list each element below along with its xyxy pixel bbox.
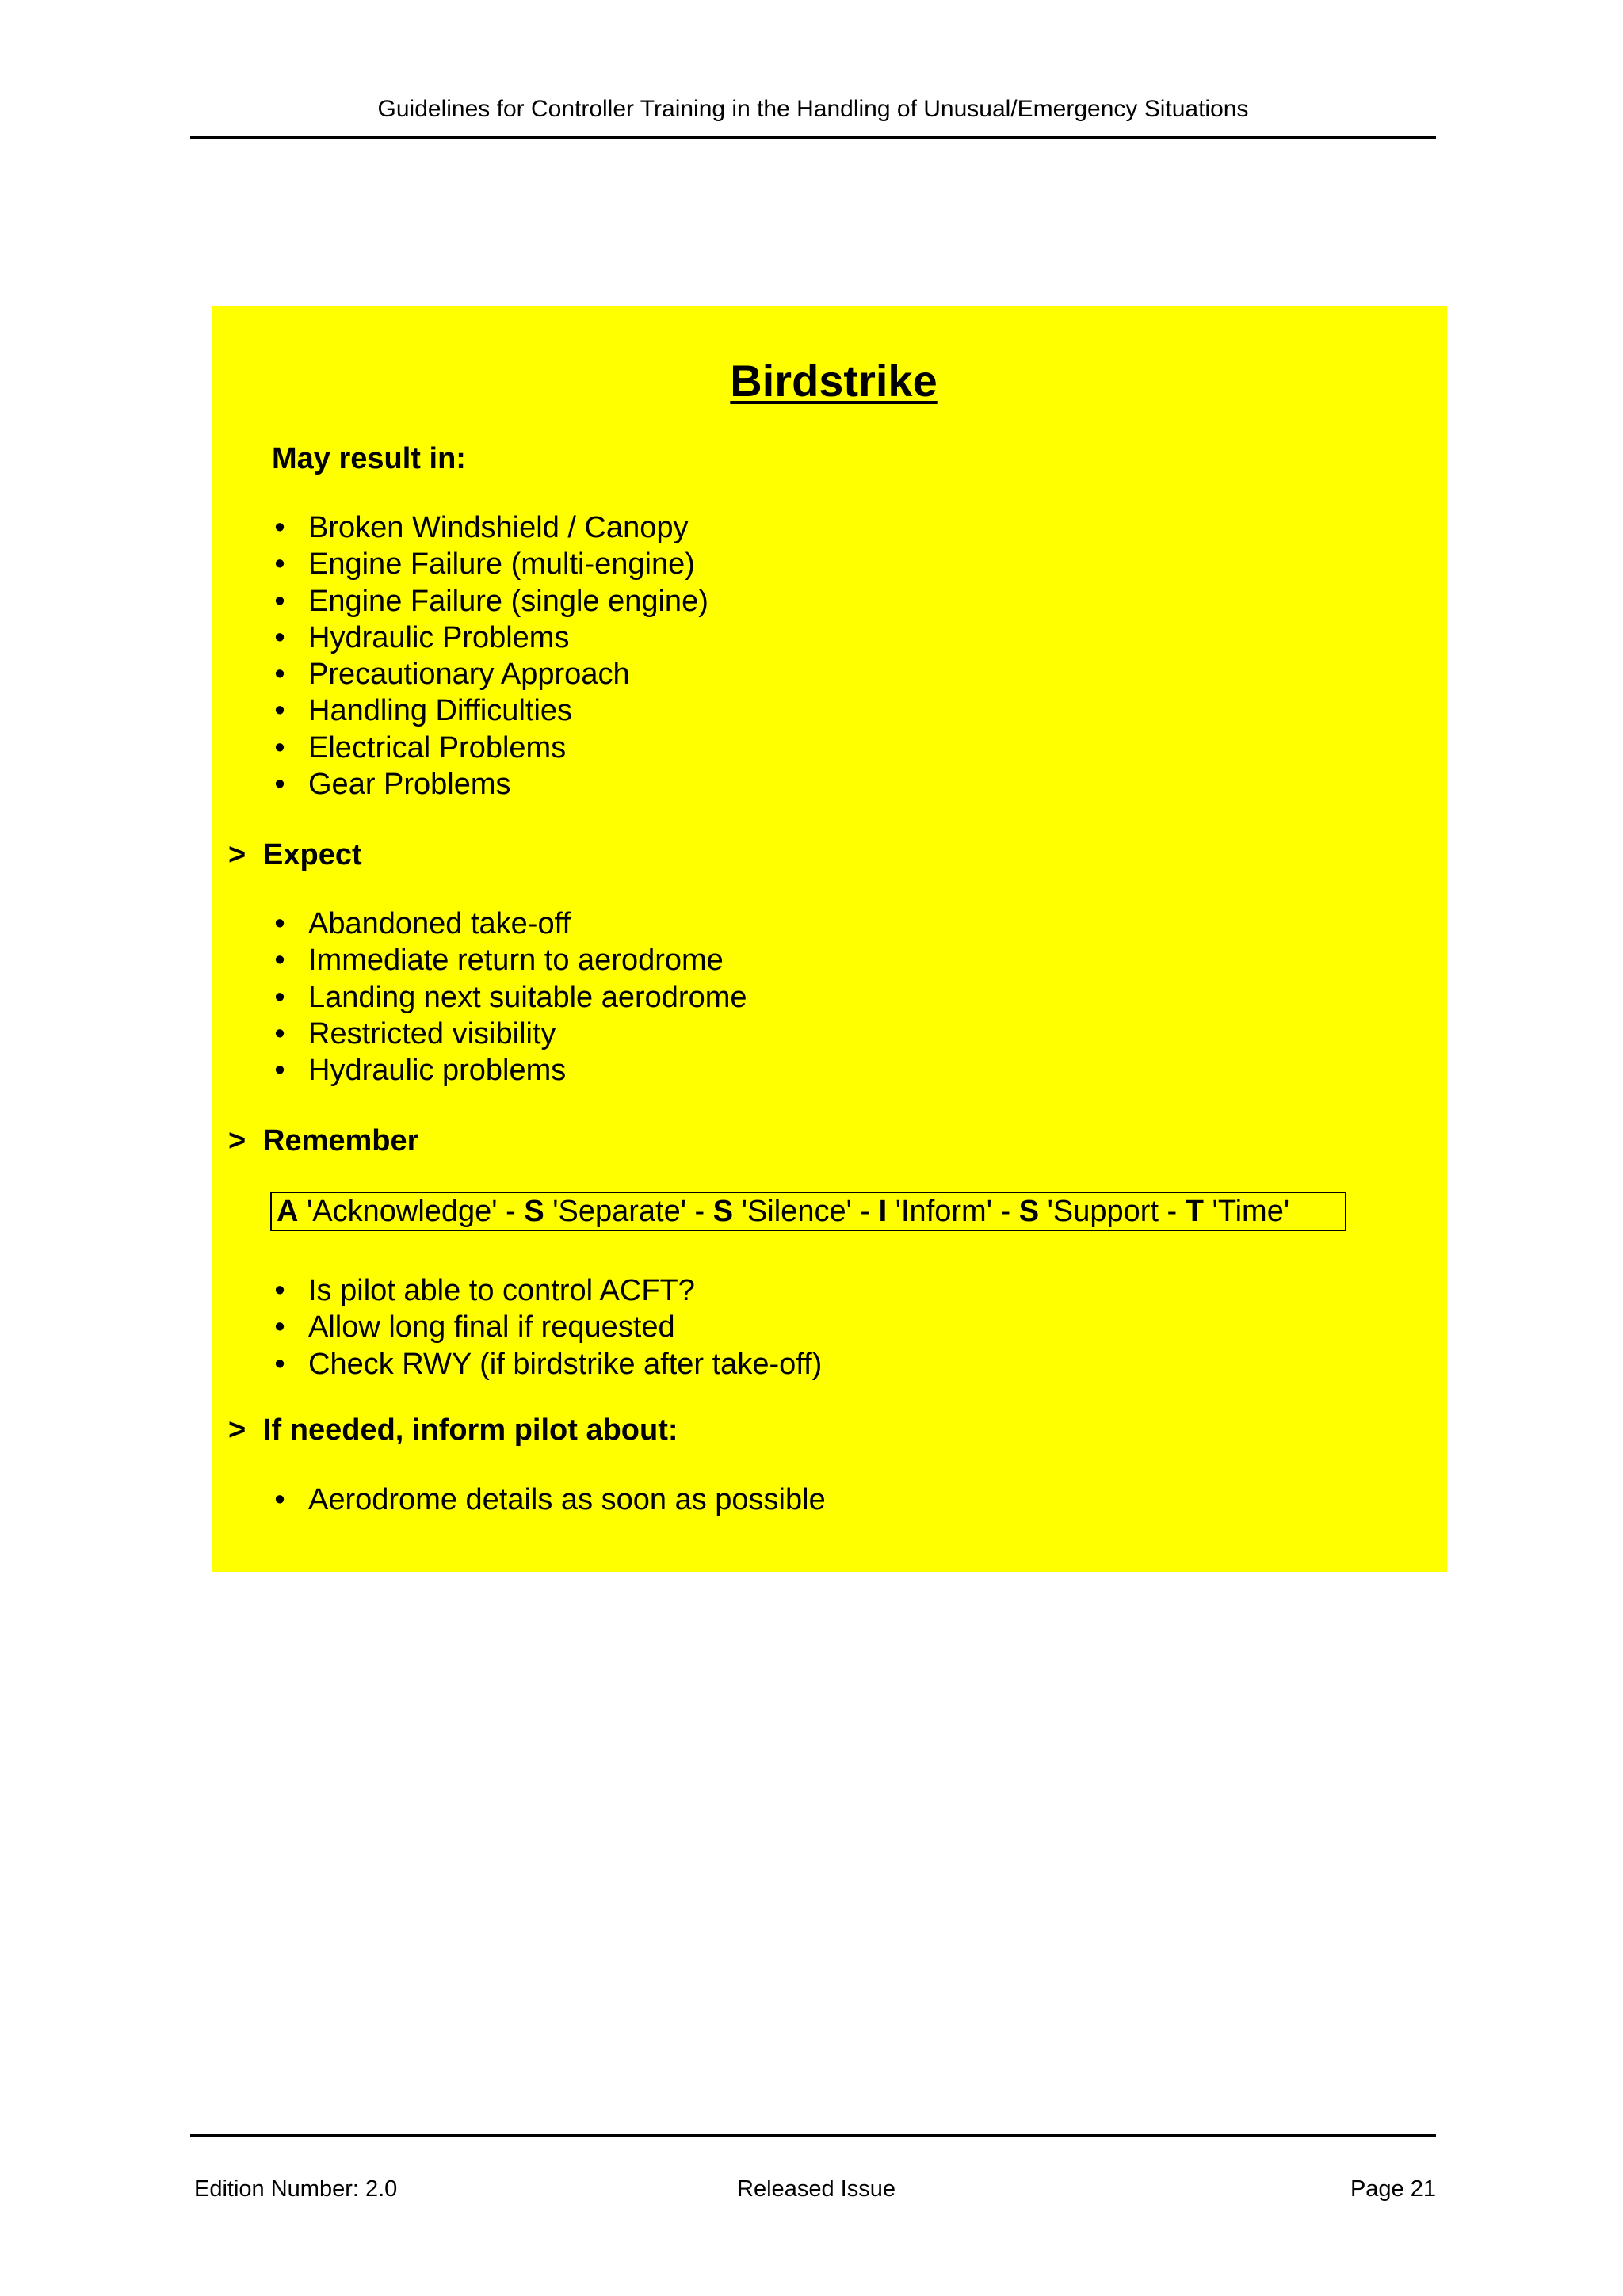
list-item: [270, 546, 708, 582]
may-result-in-heading: May result in:: [272, 442, 466, 475]
list-item: [270, 1482, 826, 1518]
list-item-text: Immediate return to aerodrome: [308, 944, 724, 978]
list-item-text: Allow long final if requested: [308, 1310, 675, 1344]
remember-heading-text: Remember: [263, 1124, 419, 1158]
list-item: [270, 656, 708, 692]
asist-letter: S: [524, 1195, 544, 1228]
inform-heading-text: If needed, inform pilot about:: [263, 1413, 678, 1447]
inform-heading: [228, 1412, 678, 1448]
asist-letter: I: [878, 1195, 888, 1228]
inform-marker: >: [228, 1413, 246, 1447]
footer-divider: [190, 2134, 1436, 2137]
birdstrike-panel: [212, 306, 1447, 1572]
asist-word: 'Acknowledge': [298, 1195, 498, 1228]
asist-letter: T: [1185, 1195, 1204, 1228]
list-item-text: Handling Difficulties: [308, 694, 573, 728]
list-item-text: Broken Windshield / Canopy: [308, 511, 689, 544]
may-result-in-list: [270, 509, 708, 803]
asist-word: 'Support: [1039, 1195, 1159, 1228]
list-item-text: Precautionary Approach: [308, 658, 630, 692]
asist-letter: A: [277, 1195, 299, 1228]
asist-letter: S: [712, 1195, 734, 1228]
list-item: [270, 1272, 822, 1309]
bullet-icon: •: [274, 730, 285, 765]
footer-edition: Edition Number: 2.0: [194, 2176, 398, 2202]
bullet-icon: •: [274, 584, 285, 618]
bullet-icon: •: [274, 1483, 285, 1516]
asist-word: 'Inform': [887, 1195, 992, 1228]
remember-heading: [228, 1123, 418, 1159]
list-item: [270, 979, 747, 1016]
list-item-text: Restricted visibility: [308, 1016, 556, 1051]
asist-separator: -: [851, 1195, 879, 1228]
list-item: [270, 942, 747, 978]
list-item: [270, 620, 708, 656]
bullet-icon: •: [274, 547, 285, 582]
bullet-icon: •: [274, 658, 285, 692]
panel-title: [212, 353, 1455, 409]
expect-list: [270, 906, 747, 1089]
list-item: [270, 1346, 822, 1383]
list-item-text: Electrical Problems: [308, 730, 567, 765]
list-item-text: Aerodrome details as soon as possible: [308, 1483, 826, 1516]
list-item-text: Hydraulic Problems: [308, 620, 570, 654]
list-item-text: Gear Problems: [308, 768, 511, 802]
asist-mnemonic-box: [270, 1192, 1346, 1231]
bullet-icon: •: [274, 1347, 285, 1381]
list-item: [270, 906, 747, 942]
list-item: [270, 1052, 747, 1089]
list-item-text: Engine Failure (single engine): [308, 584, 708, 618]
bullet-icon: •: [274, 1274, 285, 1307]
list-item: [270, 692, 708, 729]
bullet-icon: •: [274, 1016, 285, 1051]
bullet-icon: •: [274, 694, 285, 728]
list-item-text: Is pilot able to control ACFT?: [308, 1274, 695, 1307]
asist-separator: -: [991, 1195, 1019, 1228]
list-item-text: Abandoned take-off: [308, 907, 571, 940]
bullet-icon: •: [274, 511, 285, 544]
expect-heading-text: Expect: [263, 838, 362, 871]
list-item: [270, 1309, 822, 1345]
list-item-text: Landing next suitable aerodrome: [308, 980, 747, 1014]
list-item: [270, 766, 708, 803]
list-item: [270, 509, 708, 546]
footer-status: Released Issue: [737, 2176, 896, 2202]
bullet-icon: •: [274, 944, 285, 978]
bullet-icon: •: [274, 907, 285, 940]
list-item: [270, 583, 708, 620]
asist-separator: -: [686, 1195, 713, 1228]
bullet-icon: •: [274, 1054, 285, 1088]
bullet-icon: •: [274, 768, 285, 802]
asist-letter: S: [1018, 1195, 1040, 1228]
list-item: [270, 730, 708, 766]
remember-marker: >: [228, 1124, 246, 1158]
list-item-text: Hydraulic problems: [308, 1054, 567, 1088]
footer-page-number: Page 21: [1350, 2176, 1436, 2202]
header-divider: [190, 136, 1436, 139]
asist-word: 'Silence': [733, 1195, 852, 1228]
remember-list: [270, 1272, 822, 1383]
expect-marker: >: [228, 838, 246, 871]
expect-heading: [228, 837, 362, 873]
list-item-text: Engine Failure (multi-engine): [308, 547, 695, 582]
bullet-icon: •: [274, 980, 285, 1014]
panel-title-text: Birdstrike: [730, 356, 938, 406]
asist-word: 'Time': [1204, 1195, 1290, 1228]
asist-word: 'Separate': [544, 1195, 686, 1228]
asist-separator: -: [497, 1195, 525, 1228]
bullet-icon: •: [274, 1310, 285, 1344]
page-header-title: Guidelines for Controller Training in the Handling of Unusual/Emergency Situations: [377, 96, 1249, 122]
bullet-icon: •: [274, 620, 285, 654]
list-item-text: Check RWY (if birdstrike after take-off): [308, 1347, 823, 1381]
asist-separator: -: [1159, 1195, 1186, 1228]
list-item: [270, 1016, 747, 1052]
inform-list: [270, 1482, 826, 1518]
